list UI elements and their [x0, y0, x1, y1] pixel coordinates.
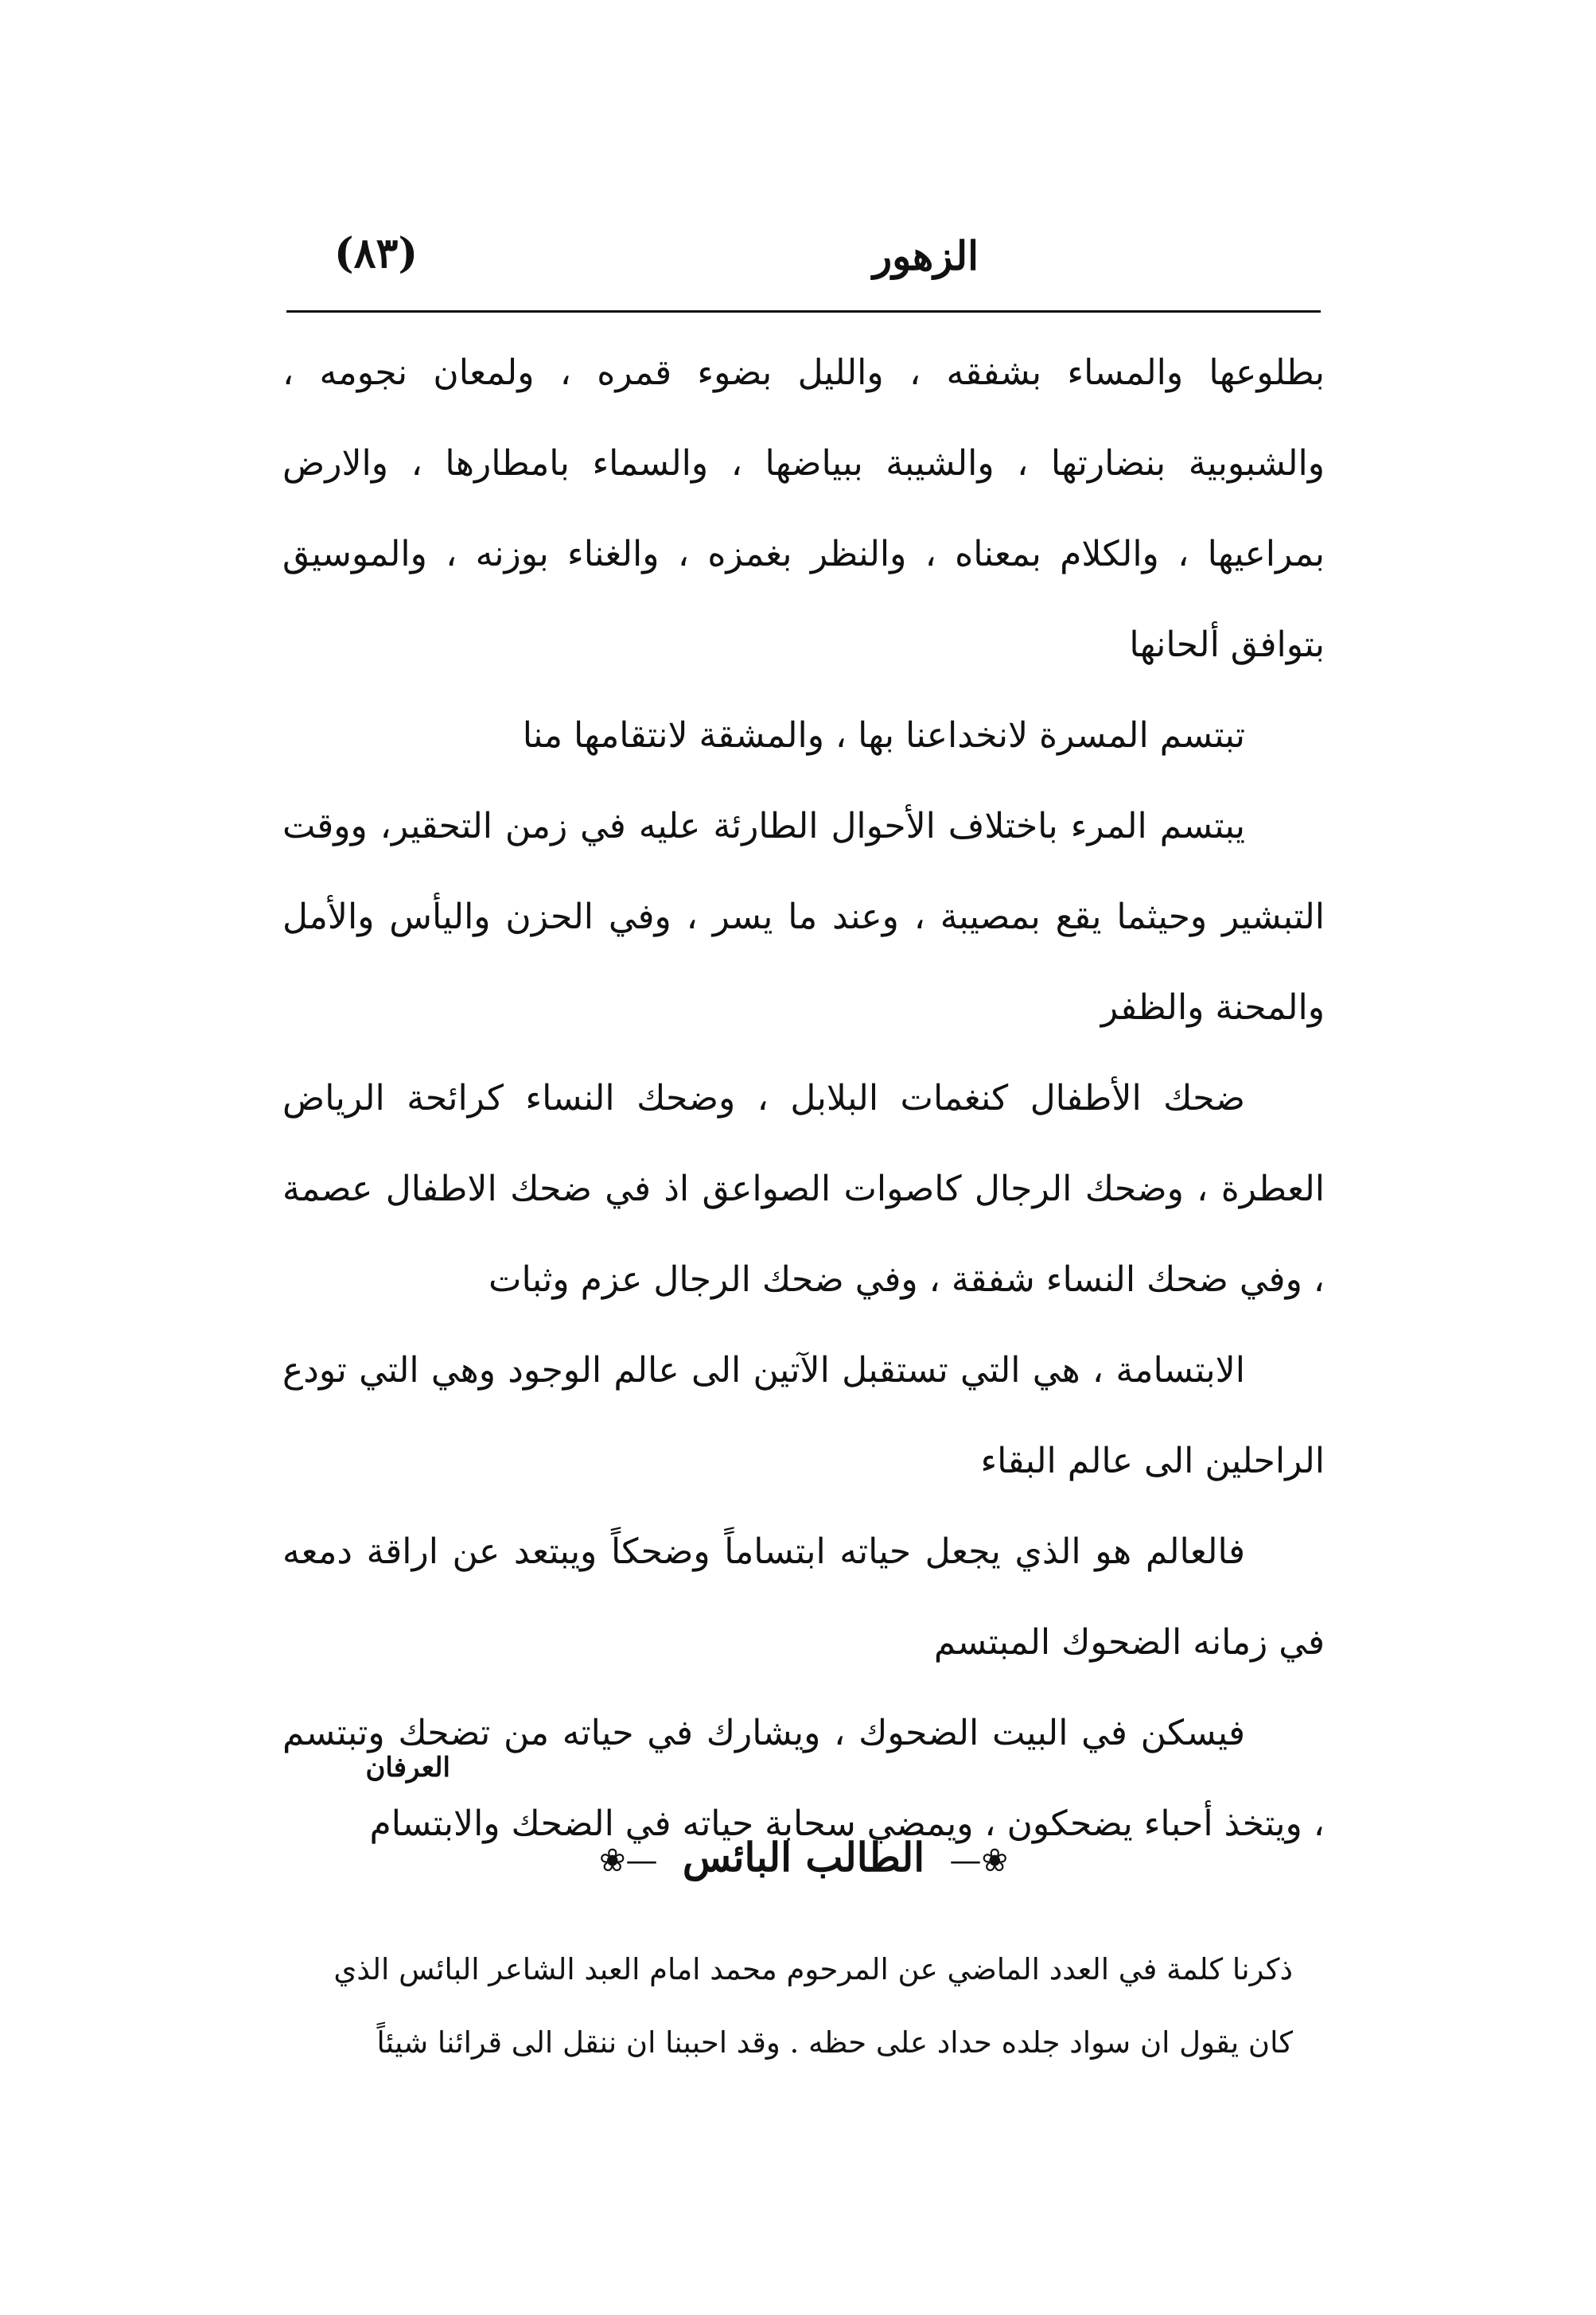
section-line: ذكرنا كلمة في العدد الماضي عن المرحوم محمد امام العبد الشاعر البائس الذي — [333, 1952, 1293, 1986]
paragraph: ضحك الأطفال كنغمات البلابل ، وضحك النساء كرائحة الرياض العطرة ، وضحك الرجال كاصوات الصواعق اذ في ضحك الاطفال عصمة ، وفي ضحك النساء شفقة ، وفي ضحك الرجال عزم وثبات — [282, 1078, 1325, 1300]
page-number: (٨٣) — [334, 229, 418, 278]
paragraph: تبتسم المسرة لانخداعنا بها ، والمشقة لانتقامها منا — [522, 715, 1245, 756]
body-text — [282, 328, 1325, 1870]
paragraph: يبتسم المرء باختلاف الأحوال الطارئة عليه في زمن التحقير، ووقت التبشير وحيثما يقع بمصيبة ، وعند ما يسر ، وفي الحزن واليأس والأمل والمحنة والظفر — [282, 806, 1325, 1028]
section-line: كان يقول ان سواد جلده حداد على حظه . وقد احببنا ان ننقل الى قرائنا شيئاً — [376, 2025, 1293, 2060]
paragraph: فيسكن في البيت الضحوك ، ويشارك في حياته من تضحك وتبتسم ، ويتخذ أحباء يضحكون ، ويمضي سحابة حياته في الضحك والابتسام — [282, 1713, 1325, 1844]
section-title-text: الطالب البائس — [682, 1834, 925, 1881]
section-heading — [525, 1834, 1082, 1897]
author-signature: العرفان — [365, 1752, 450, 1784]
running-title: الزهور — [872, 232, 979, 279]
section-body — [314, 1933, 1325, 2080]
paragraph: فالعالم هو الذي يجعل حياته ابتساماً وضحكاً ويبتعد عن اراقة دمعه في زمانه الضحوك المبتسم — [282, 1531, 1325, 1663]
header-rule — [286, 310, 1321, 313]
paragraph: بطلوعها والمساء بشفقه ، والليل بضوء قمره ، ولمعان نجومه ، والشبوبية بنضارتها ، والشيبة ببياضها ، والسماء بامطارها ، والارض بمراعيها ، والكلام بمعناه ، والنظر بغمزه ، والغناء بوزنه ، والموسيق بتوافق ألحانها — [282, 352, 1325, 665]
paragraph: الابتسامة ، هي التي تستقبل الآتين الى عالم الوجود وهي التي تودع الراحلين الى عالم البقاء — [282, 1350, 1325, 1481]
page-header — [286, 224, 1321, 304]
flourish-icon: —❀ — [598, 1842, 658, 1879]
flourish-icon: ❀— — [949, 1842, 1009, 1879]
